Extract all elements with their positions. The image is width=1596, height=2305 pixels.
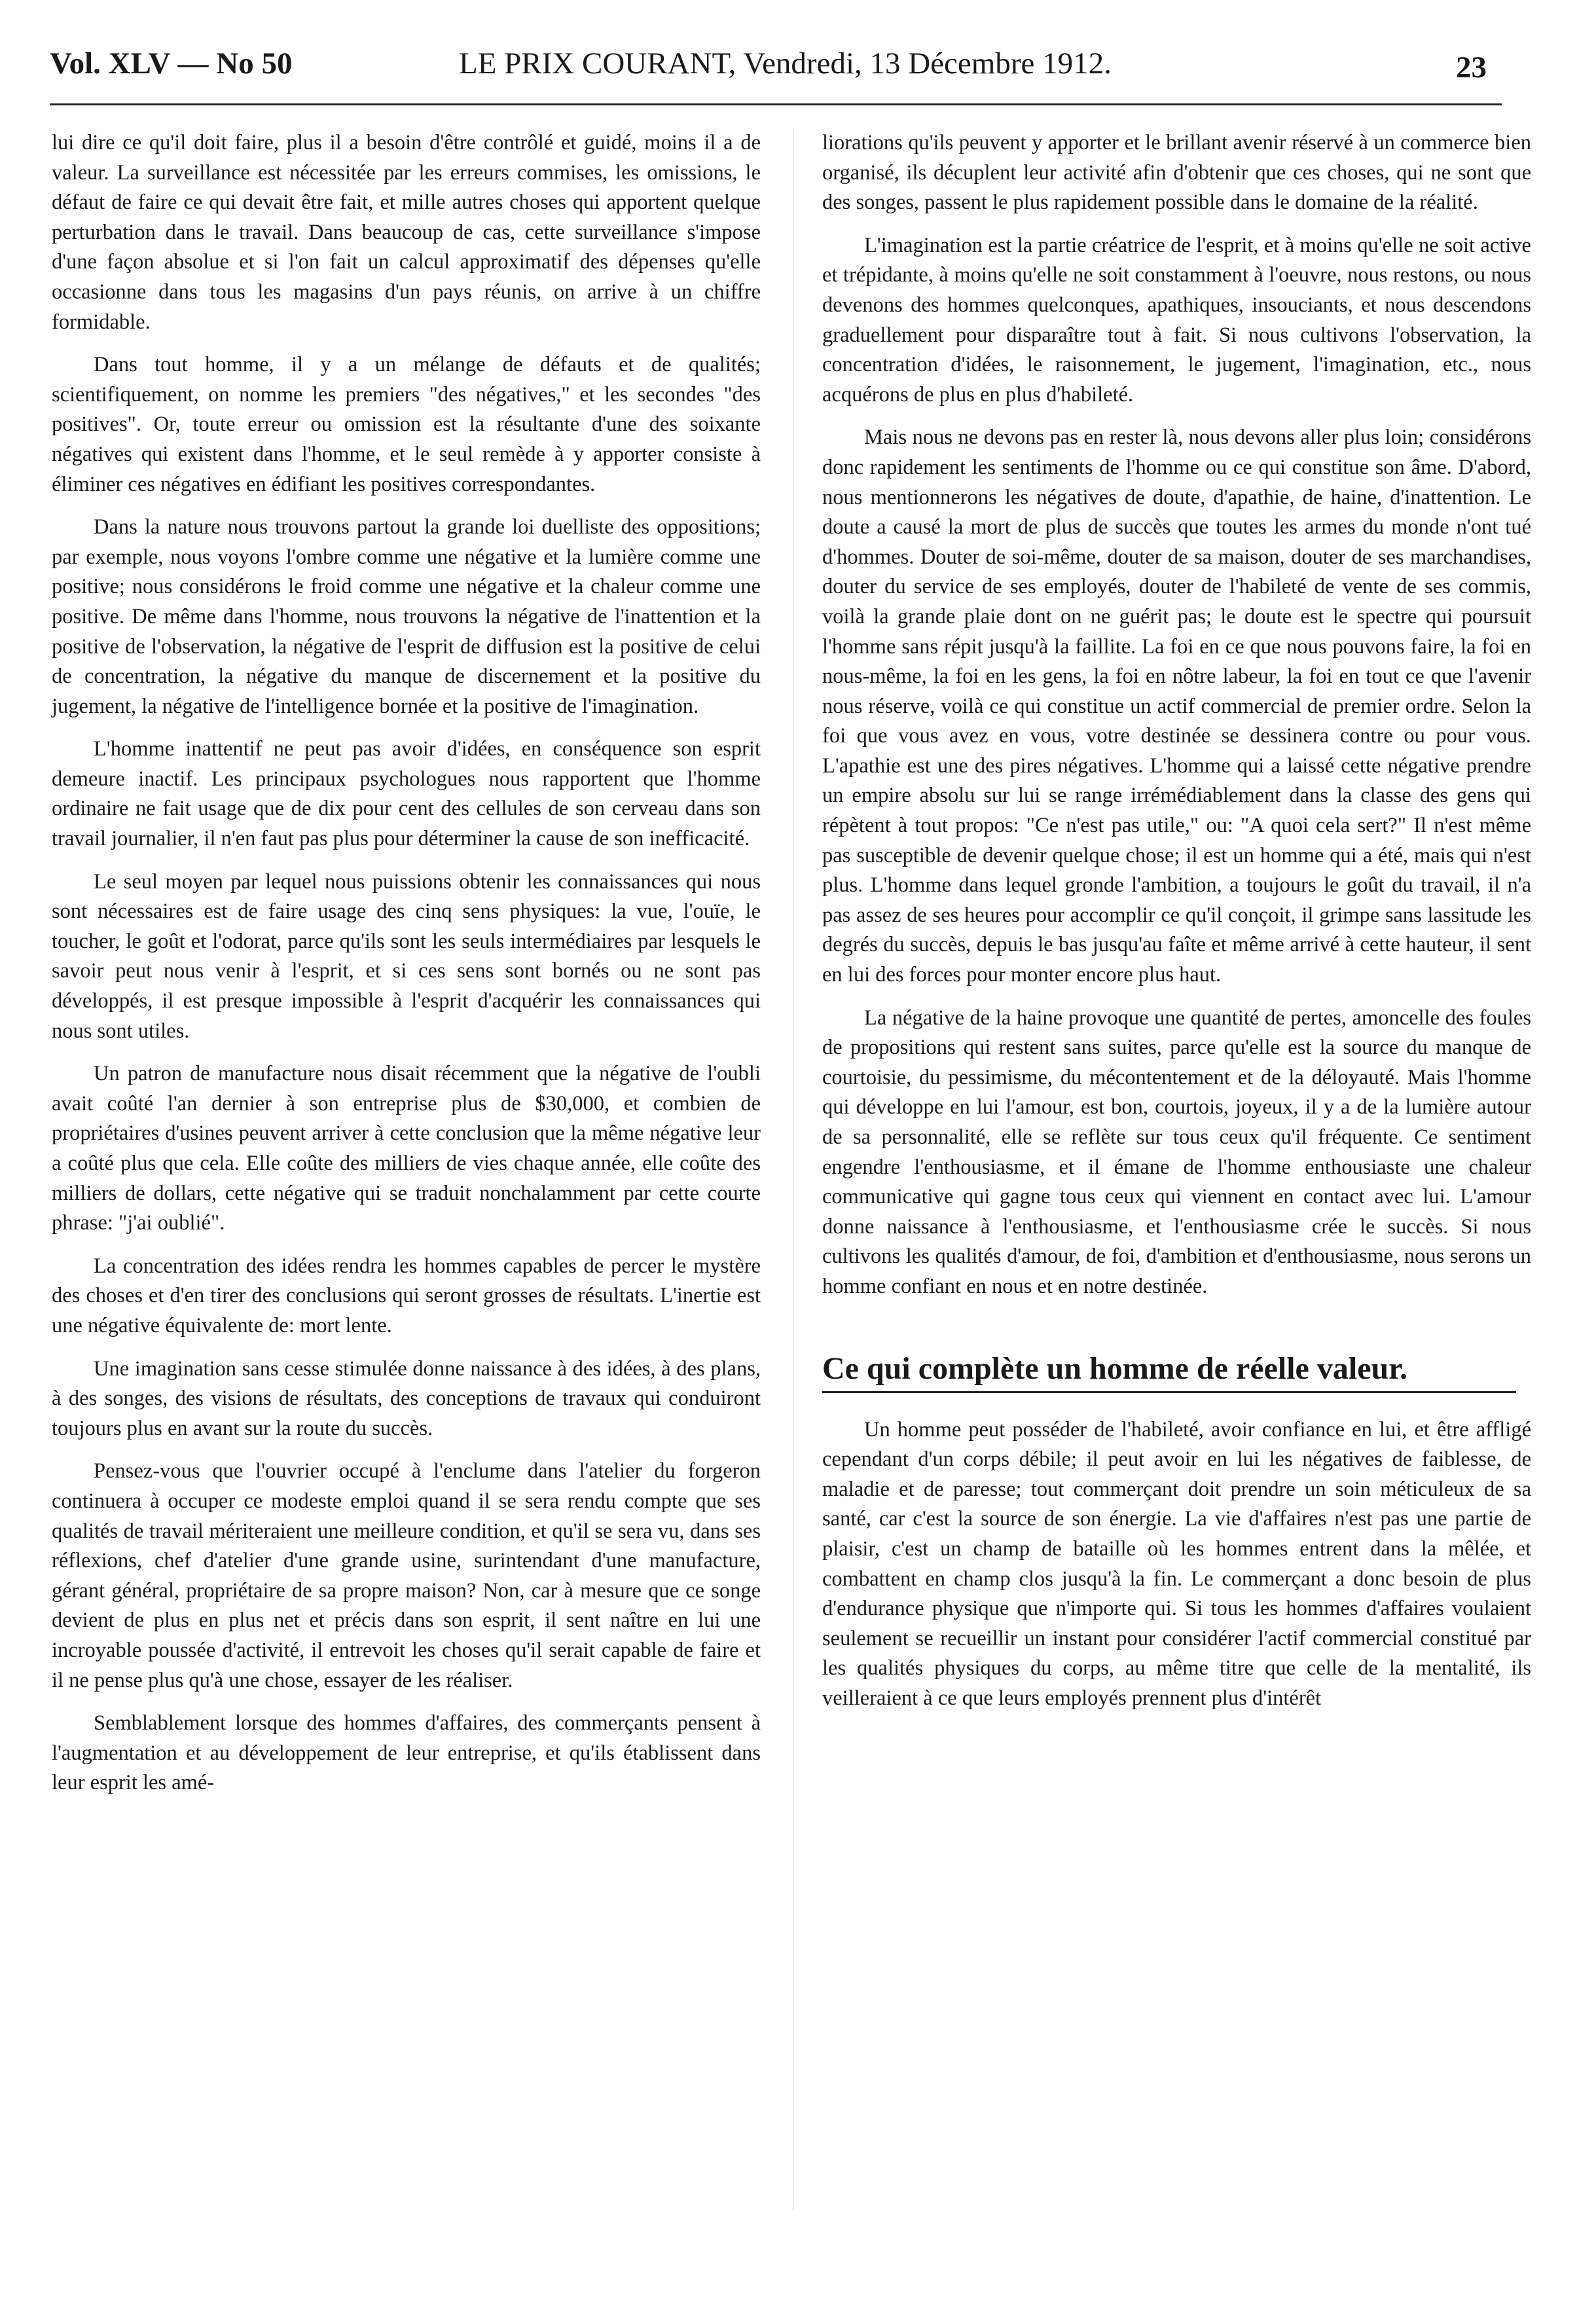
section-heading-rule [822, 1391, 1516, 1393]
paragraph: liorations qu'ils peuvent y apporter et le brillant avenir réservé à un commerce bien organisé, ils décuplent leur activité afin d'obtenir que ces choses, qui ne sont que des songes, passent le plus rapidement possible dans le domaine de la réalité. [822, 131, 1531, 215]
paragraph: Dans tout homme, il y a un mélange de défauts et de qualités; scientifiquement, on nomme les premiers "des négatives," et les secondes "des positives". Or, toute erreur ou omission est la résultante d'une des soixante négatives qui existent dans l'homme, et le seul remède à y apporter consiste à éliminer ces négatives en édifiant les positives correspondantes. [52, 353, 761, 496]
paragraph: La concentration des idées rendra les hommes capables de percer le mystère des choses et d'en tirer des conclusions qui seront grosses de résultats. L'inertie est une négative équivalente de: mort lente. [52, 1254, 761, 1337]
paragraph: Une imagination sans cesse stimulée donne naissance à des idées, à des plans, à des songes, des visions de résultats, des conceptions de travaux qui conduiront toujours plus en avant sur la route du succès. [52, 1356, 761, 1440]
paragraph: L'imagination est la partie créatrice de l'esprit, et à moins qu'elle ne soit active et trépidante, à moins qu'elle ne soit constamment à l'oeuvre, nous restons, ou nous devenons des hommes quelconques, apathiques, insouciants, et nous descendons graduellement pour disparaître tout à fait. Si nous cultivons l'observation, la concentration d'idées, le raisonnement, le jugement, l'imagination, etc., nous acquérons de plus en plus d'habileté. [822, 233, 1531, 407]
paragraph: Semblablement lorsque des hommes d'affaires, des commerçants pensent à l'augmentation et au développement de leur entreprise, et qu'ils établissent dans leur esprit les amé- [52, 1711, 761, 1795]
right-column [822, 128, 1531, 1714]
paragraph: La négative de la haine provoque une quantité de pertes, amoncelle des foules de propositions qui restent sans suites, parce qu'elle est la source du manque de courtoisie, du pessimisme, du mécontentement et de la déloyauté. Mais l'homme qui développe en lui l'amour, est bon, courtois, joyeux, il y a de la lumière autour de sa personnalité, elle se reflète sur tous ceux qu'il fréquente. Ce sentiment engendre l'enthousiasme, et il émane de l'homme enthousiaste une chaleur communicative qui gagne tous ceux qui viennent en contact avec lui. L'amour donne naissance à l'enthousiasme, et l'enthousiasme crée le succès. Si nous cultivons les qualités d'amour, de foi, d'ambition et d'enthousiasme, nous serons un homme confiant en nous et en notre destinée. [822, 1006, 1531, 1298]
volume-number: Vol. XLV — No 50 [50, 46, 293, 81]
left-column [52, 128, 761, 1798]
paragraph: L'homme inattentif ne peut pas avoir d'idées, en conséquence son esprit demeure inactif. Les principaux psychologues nous rapportent que l'homme ordinaire ne fait usage que de dix pour cent des cellules de son cerveau dans son travail journalier, il n'en faut pas plus pour déterminer la cause de son inefficacité. [52, 737, 761, 851]
header-rule [50, 103, 1502, 105]
paragraph: Dans la nature nous trouvons partout la grande loi duelliste des oppositions; par exemple, nous voyons l'ombre comme une négative et la lumière comme une positive; nous considérons le froid comme une négative et la chaleur comme une positive. De même dans l'homme, nous trouvons la négative de l'inattention et la positive de l'observation, la négative de l'esprit de diffusion est la positive de celui de concentration, la négative du manque de discernement et la positive du jugement, la négative de l'intelligence bornée et la positive de l'imagination. [52, 515, 761, 718]
paragraph: Un patron de manufacture nous disait récemment que la négative de l'oubli avait coûté l'an dernier à son entreprise plus de $30,000, et combien de propriétaires d'usines peuvent arriver à cette conclusion que la même négative leur a coûté plus que cela. Elle coûte des milliers de vies chaque année, elle coûte des milliers de dollars, cette négative qui se traduit nonchalamment par cette courte phrase: "j'ai oublié". [52, 1062, 761, 1235]
paragraph: lui dire ce qu'il doit faire, plus il a besoin d'être contrôlé et guidé, moins il a de valeur. La surveillance est nécessitée par les erreurs commises, les omissions, le défaut de faire ce qui devait être fait, et mille autres choses qui apportent quelque perturbation dans le travail. Dans beaucoup de cas, cette surveillance s'impose d'une façon absolue et si l'on fait un calcul approximatif des dépenses qu'elle occasionne dans tous les magasins d'un pays réunis, on arrive à un chiffre formidable. [52, 131, 761, 334]
page-number: 23 [1456, 50, 1487, 84]
paragraph: Pensez-vous que l'ouvrier occupé à l'enclume dans l'atelier du forgeron continuera à occuper ce modeste emploi quand il se sera rendu compte que ses qualités de travail mériteraient une meilleure condition, et qu'il se sera vu, dans ses réflexions, chef d'atelier d'une grande usine, surintendant d'une manufacture, gérant général, propriétaire de sa propre maison? Non, car à mesure que ce songe devient de plus en plus net et précis dans son esprit, il sent naître en lui une incroyable poussée d'activité, il entrevoit les choses qu'il serait capable de faire et il ne pense plus qu'à une chose, essayer de les réaliser. [52, 1459, 761, 1692]
publication-title: LE PRIX COURANT, Vendredi, 13 Décembre 1912. [459, 46, 1112, 81]
paragraph: Un homme peut posséder de l'habileté, avoir confiance en lui, et être affligé cependant d'un corps débile; il peut avoir en lui les négatives de faiblesse, de maladie et de paresse; tout commerçant doit prendre un soin méticuleux de sa santé, car c'est la source de son énergie. La vie d'affaires n'est pas une partie de plaisir, c'est un champ de bataille où les hommes entrent dans la mêlée, et combattent en champ clos jusqu'à la fin. Le commerçant a donc besoin de plus d'endurance physique que n'importe qui. Si tous les hommes d'affaires voulaient seulement se recueillir un instant pour considérer l'actif commercial constitué par les qualités physiques du corps, au même titre que celle de la mentalité, ils veilleraient à ce que leurs employés prennent plus d'intérêt [822, 1417, 1531, 1710]
paragraph: Mais nous ne devons pas en rester là, nous devons aller plus loin; considérons donc rapidement les sentiments de l'homme ou ce qui constitue son âme. D'abord, nous mentionnerons les négatives de doute, d'apathie, de haine, d'inattention. Le doute a causé la mort de plus de succès que toutes les armes du monde n'ont tué d'hommes. Douter de soi-même, douter de sa maison, douter de ses marchandises, douter du service de ses employés, douter de l'habileté de vente de ses commis, voilà la grande plaie dont on ne guérit pas; le doute est le spectre qui poursuit l'homme sans répit jusqu'à la faillite. La foi en ce que nous pouvons faire, la foi en nous-même, la foi en les gens, la foi en nôtre labeur, la foi en tout ce que l'avenir nous réserve, voilà ce qui constitue un actif commercial de premier ordre. Selon la foi que vous avez en vous, votre destinée se dessinera contre ou pour vous. L'apathie est une des pires négatives. L'homme qui a laissé cette négative prendre un empire absolu sur lui se range irrémédiablement dans la classe des gens qui répètent à tout propos: "Ce n'est pas utile," ou: "A quoi cela sert?" Il n'est même pas susceptible de devenir quelque chose; il est un homme qui a été, mais qui n'est plus. L'homme dans lequel gronde l'ambition, a toujours le goût du travail, il n'a pas assez de ses heures pour accomplir ce qu'il conçoit, il grimpe sans lassitude les degrés du succès, depuis le bas jusqu'au faîte et même arrivé à cette hauteur, il sent en lui des forces pour monter encore plus haut. [822, 426, 1531, 987]
page-header [50, 46, 1496, 98]
paragraph: Le seul moyen par lequel nous puissions obtenir les connaissances qui nous sont nécessaires est de faire usage des cinq sens physiques: la vue, l'ouïe, le toucher, le goût et l'odorat, parce qu'ils sont les seuls intermédiaires par lesquels le savoir peut nous venir à l'esprit, et si ces sens sont bornés ou ne sont pas développés, il est presque impossible à l'esprit d'acquérir les connaissances qui nous sont utiles. [52, 869, 761, 1043]
section-heading: Ce qui complète un homme de réelle valeur. [822, 1351, 1408, 1386]
